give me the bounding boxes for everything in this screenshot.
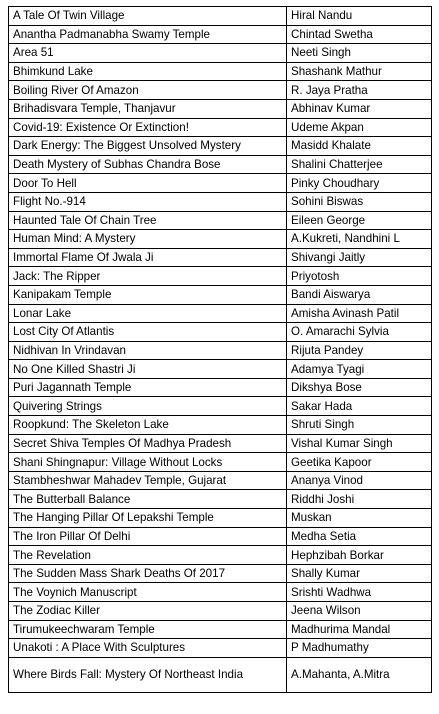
author-cell: R. Jaya Pratha [287,81,432,100]
title-cell: Human Mind: A Mystery [9,230,287,249]
author-cell: Shruti Singh [287,416,432,435]
table-row [9,639,432,658]
table-row [9,211,432,230]
author-cell: Medha Setia [287,527,432,546]
author-cell: Shally Kumar [287,564,432,583]
title-cell: The Voynich Manuscript [9,583,287,602]
author-cell: Shivangi Jaitly [287,248,432,267]
table-row [9,416,432,435]
title-cell: Shani Shingnapur: Village Without Locks [9,453,287,472]
author-cell: Masidd Khalate [287,137,432,156]
author-cell: Sohini Biswas [287,192,432,211]
table-row [9,155,432,174]
titles-sheet [8,6,431,693]
table-row [9,267,432,286]
table-row [9,118,432,137]
author-cell: Madhurima Mandal [287,620,432,639]
title-cell: Lonar Lake [9,304,287,323]
table-row [9,174,432,193]
table-row [9,546,432,565]
author-cell: Ananya Vinod [287,471,432,490]
title-cell: Brihadisvara Temple, Thanjavur [9,99,287,118]
table-row [9,360,432,379]
author-cell: Shashank Mathur [287,62,432,81]
author-cell: Rijuta Pandey [287,341,432,360]
title-cell: Covid-19: Existence Or Extinction! [9,118,287,137]
title-cell: Quivering Strings [9,397,287,416]
author-cell: Muskan [287,509,432,528]
title-cell: The Zodiac Killer [9,602,287,621]
table-row [9,99,432,118]
title-cell: Nidhivan In Vrindavan [9,341,287,360]
author-cell: Geetika Kapoor [287,453,432,472]
title-cell: Immortal Flame Of Jwala Ji [9,248,287,267]
table-row [9,44,432,63]
table-row [9,341,432,360]
title-cell: Tirumukeechwaram Temple [9,620,287,639]
title-cell: Haunted Tale Of Chain Tree [9,211,287,230]
table-row [9,323,432,342]
title-cell: Lost City Of Atlantis [9,323,287,342]
author-cell: Eileen George [287,211,432,230]
author-cell: Udeme Akpan [287,118,432,137]
title-cell: Area 51 [9,44,287,63]
title-cell: Puri Jagannath Temple [9,378,287,397]
table-row [9,25,432,44]
author-cell: Hephzibah Borkar [287,546,432,565]
title-cell: Stambheshwar Mahadev Temple, Gujarat [9,471,287,490]
table-row [9,397,432,416]
table-row [9,602,432,621]
author-cell: Abhinav Kumar [287,99,432,118]
title-cell: Secret Shiva Temples Of Madhya Pradesh [9,434,287,453]
author-cell: Priyotosh [287,267,432,286]
title-cell: The Iron Pillar Of Delhi [9,527,287,546]
table-row [9,453,432,472]
title-cell: Jack: The Ripper [9,267,287,286]
author-cell: Vishal Kumar Singh [287,434,432,453]
title-cell: No One Killed Shastri Ji [9,360,287,379]
author-cell: Amisha Avinash Patil [287,304,432,323]
table-row [9,564,432,583]
table-row [9,230,432,249]
author-cell: Sakar Hada [287,397,432,416]
table-row [9,434,432,453]
author-cell: Riddhi Joshi [287,490,432,509]
author-cell: Pinky Choudhary [287,174,432,193]
title-cell: Kanipakam Temple [9,285,287,304]
title-cell: The Revelation [9,546,287,565]
table-row [9,527,432,546]
title-cell: Death Mystery of Subhas Chandra Bose [9,155,287,174]
title-cell: Door To Hell [9,174,287,193]
title-cell: Flight No.-914 [9,192,287,211]
title-cell: The Butterball Balance [9,490,287,509]
author-cell: O. Amarachi Sylvia [287,323,432,342]
table-row [9,471,432,490]
table-row [9,304,432,323]
table-row [9,509,432,528]
title-cell: The Hanging Pillar Of Lepakshi Temple [9,509,287,528]
author-cell: Bandi Aiswarya [287,285,432,304]
table-row [9,248,432,267]
author-cell: Chintad Swetha [287,25,432,44]
author-cell: Neeti Singh [287,44,432,63]
table-row [9,62,432,81]
table-row [9,285,432,304]
table-row [9,657,432,692]
author-cell: P Madhumathy [287,639,432,658]
table-row [9,490,432,509]
table-row [9,137,432,156]
author-cell: Dikshya Bose [287,378,432,397]
table-row [9,81,432,100]
table-row [9,192,432,211]
title-cell: Dark Energy: The Biggest Unsolved Mystery [9,137,287,156]
author-cell: A.Mahanta, A.Mitra [287,657,432,692]
title-cell: Where Birds Fall: Mystery Of Northeast India [9,657,287,692]
title-cell: Bhimkund Lake [9,62,287,81]
table-row [9,378,432,397]
author-cell: Adamya Tyagi [287,360,432,379]
table-row [9,7,432,26]
author-cell: Shalini Chatterjee [287,155,432,174]
title-cell: The Sudden Mass Shark Deaths Of 2017 [9,564,287,583]
title-cell: A Tale Of Twin Village [9,7,287,26]
title-cell: Roopkund: The Skeleton Lake [9,416,287,435]
author-cell: Jeena Wilson [287,602,432,621]
title-cell: Unakoti : A Place With Sculptures [9,639,287,658]
titles-table [8,6,432,693]
author-cell: Hiral Nandu [287,7,432,26]
author-cell: Srishti Wadhwa [287,583,432,602]
title-cell: Boiling River Of Amazon [9,81,287,100]
table-row [9,620,432,639]
author-cell: A.Kukreti, Nandhini L [287,230,432,249]
title-cell: Anantha Padmanabha Swamy Temple [9,25,287,44]
table-row [9,583,432,602]
